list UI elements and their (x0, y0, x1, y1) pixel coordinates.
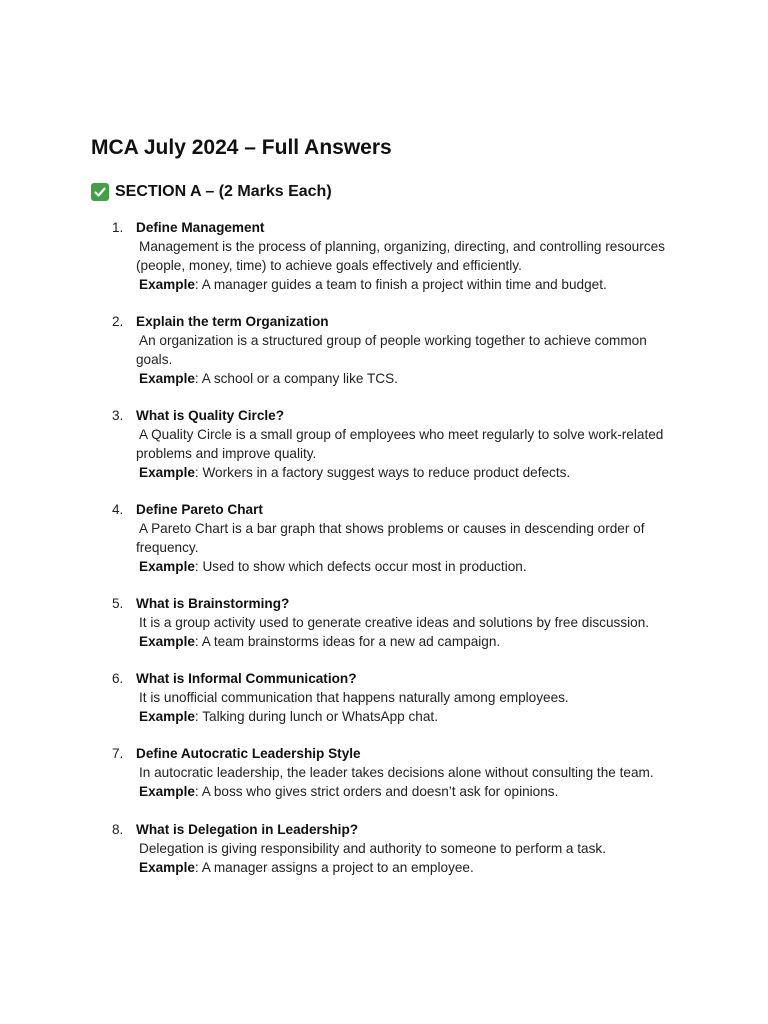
answer-text: In autocratic leadership, the leader takes decisions alone without consulting the team. (139, 765, 654, 780)
check-mark-button-icon (91, 183, 109, 201)
item-number: 4. (112, 502, 124, 517)
example-line (136, 369, 681, 388)
question-title: What is Quality Circle? (136, 408, 285, 423)
answer-text: A Pareto Chart is a bar graph that shows problems or causes in descending order of frequency. (136, 521, 645, 555)
example-text: : Workers in a factory suggest ways to reduce product defects. (194, 465, 571, 480)
question-title: Define Pareto Chart (136, 502, 263, 517)
item-number: 8. (112, 822, 124, 837)
example-text: : A boss who gives strict orders and doesn’t ask for opinions. (194, 784, 559, 799)
question-title: What is Brainstorming? (136, 596, 290, 611)
example-label: Example (139, 709, 195, 724)
example-label: Example (139, 559, 195, 574)
section-heading-text: SECTION A – (2 Marks Each) (115, 183, 332, 200)
example-line (136, 632, 681, 651)
example-line (136, 782, 681, 801)
answer-text: Management is the process of planning, organizing, directing, and controlling resources (people, money, time) to achieve goals effectively and efficiently. (136, 239, 665, 273)
page-title: MCA July 2024 – Full Answers (91, 136, 392, 159)
example-line (136, 463, 681, 482)
example-text: : A manager guides a team to finish a project within time and budget. (194, 277, 607, 292)
example-text: : A team brainstorms ideas for a new ad campaign. (194, 634, 501, 649)
item-number: 7. (112, 746, 124, 761)
example-text: : A school or a company like TCS. (194, 371, 398, 386)
example-text: : Used to show which defects occur most in production. (194, 559, 527, 574)
question-title: What is Delegation in Leadership? (136, 822, 359, 837)
section-heading (91, 181, 332, 203)
question-title: Define Management (136, 220, 265, 235)
example-line (136, 275, 681, 294)
answer-text: It is unofficial communication that happens naturally among employees. (139, 690, 569, 705)
question-title: What is Informal Communication? (136, 671, 357, 686)
example-label: Example (139, 784, 195, 799)
item-number: 2. (112, 314, 124, 329)
answer-text: An organization is a structured group of people working together to achieve common goals. (136, 333, 647, 367)
item-number: 3. (112, 408, 124, 423)
item-number: 6. (112, 671, 124, 686)
question-title: Explain the term Organization (136, 314, 329, 329)
example-line (136, 707, 681, 726)
example-label: Example (139, 634, 195, 649)
example-text: : A manager assigns a project to an employee. (194, 860, 474, 875)
item-number: 5. (112, 596, 124, 611)
example-line (136, 858, 681, 877)
example-label: Example (139, 371, 195, 386)
answer-text: A Quality Circle is a small group of employees who meet regularly to solve work-related problems and improve quality. (136, 427, 664, 461)
example-label: Example (139, 465, 195, 480)
item-number: 1. (112, 220, 124, 235)
example-text: : Talking during lunch or WhatsApp chat. (194, 709, 438, 724)
example-line (136, 557, 681, 576)
example-label: Example (139, 277, 195, 292)
answer-text: Delegation is giving responsibility and authority to someone to perform a task. (139, 841, 606, 856)
answer-text: It is a group activity used to generate creative ideas and solutions by free discussion. (139, 615, 650, 630)
question-title: Define Autocratic Leadership Style (136, 746, 361, 761)
example-label: Example (139, 860, 195, 875)
